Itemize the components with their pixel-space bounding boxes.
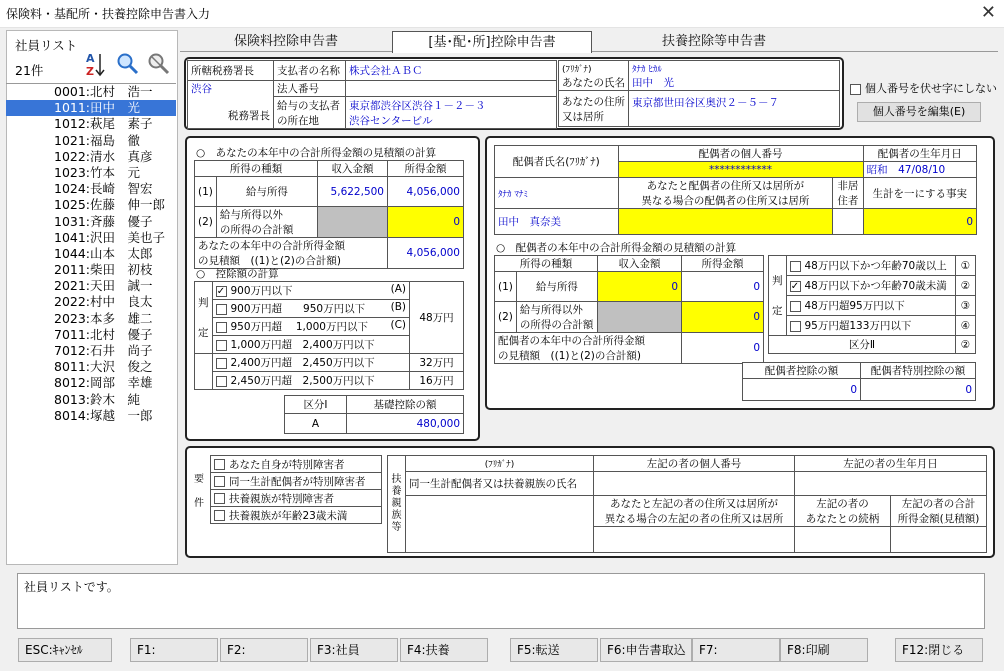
payer-addr-label2: の所在地 <box>277 114 319 127</box>
judge-1: 判 <box>198 296 209 309</box>
close-icon[interactable]: ✕ <box>980 2 996 23</box>
self-income-table <box>194 160 464 269</box>
judge-blank <box>195 354 213 390</box>
deduction-row-text: 2,400万円超 2,450万円以下 <box>230 357 375 369</box>
judge-2: 定 <box>198 326 209 339</box>
employee-info-table <box>558 60 840 127</box>
deduction-checkbox[interactable] <box>216 340 227 351</box>
employee-list-item[interactable]: 8014:塚越 一郎 <box>54 407 153 423</box>
employee-list-item[interactable]: 2023:本多 雄二 <box>54 310 153 326</box>
employee-list-item[interactable]: 8013:鈴木 純 <box>54 391 141 407</box>
r2-income-disabled <box>318 207 388 238</box>
r1-label: 給与所得 <box>216 177 317 207</box>
deduction-row-text: 900万円超 950万円以下 <box>230 303 366 315</box>
spouse-mynumber[interactable]: ************ <box>618 162 863 178</box>
spouse-deduction-table <box>742 362 976 401</box>
deduction-row[interactable] <box>212 318 410 336</box>
spouse-birth-label: 配偶者の生年月日 <box>863 146 976 162</box>
sp-col-type: 所得の種類 <box>495 256 598 272</box>
employee-list-item[interactable]: 1023:竹本 元 <box>54 164 141 180</box>
payer-addr-label1: 給与の支払者 <box>277 99 340 112</box>
deduction-row-tag: (C) <box>390 319 406 331</box>
corp-no-label: 法人番号 <box>274 81 346 97</box>
amount-16: 16万円 <box>410 372 464 390</box>
spouse-judge-no: ② <box>956 276 976 296</box>
spouse-other-amount[interactable]: 0 <box>682 302 764 333</box>
svg-text:A: A <box>86 52 95 65</box>
col-type: 所得の種類 <box>195 161 318 177</box>
r2-no: (2) <box>195 207 217 238</box>
sp-r1-no: (1) <box>495 272 517 302</box>
sp-r1-label: 給与所得 <box>516 272 597 302</box>
req-ken: 件 <box>194 498 204 509</box>
dep-birth-label: 左記の者の生年月日 <box>795 456 987 472</box>
message-box: 社員リストです。 <box>17 573 985 629</box>
sp-judge-1: 判 <box>772 274 783 287</box>
requirement-checkbox[interactable] <box>214 459 225 470</box>
spouse-birth[interactable]: 47/08/10 <box>898 164 946 176</box>
dep-rel-label2: あなたとの続柄 <box>805 513 880 525</box>
employee-list-item[interactable]: 1022:清水 真彦 <box>54 148 153 164</box>
sp-r2-income-disabled <box>598 302 682 333</box>
fkey-button[interactable]: F7: <box>692 638 780 662</box>
self-other-amount[interactable]: 0 <box>388 207 464 238</box>
basic-deduction: 480,000 <box>347 414 464 434</box>
sp-total-label1: 配偶者の本年中の合計所得金額 <box>498 335 645 347</box>
dep-inc-label1: 左記の者の合計 <box>901 498 976 510</box>
deduction-row-text: 1,000万円超 2,400万円以下 <box>230 339 375 351</box>
sp-total-label2: の見積額 ((1)と(2)の合計額) <box>498 350 641 362</box>
svg-text:Z: Z <box>86 65 94 78</box>
sort-az-icon[interactable] <box>84 50 106 78</box>
basic-label: 基礎控除の額 <box>347 396 464 414</box>
spouse-judge-checkbox[interactable] <box>790 321 801 332</box>
spouse-judge-row[interactable] <box>786 296 956 316</box>
spouse-judge-text: 48万円以下かつ年齢70歳未満 <box>804 280 947 292</box>
sp-col-amount: 所得金額 <box>682 256 764 272</box>
spouse-support[interactable]: 0 <box>863 209 976 235</box>
employee-kana: ﾀﾅｶ ﾋｶﾙ <box>632 64 662 75</box>
sidebar-header: 社員リスト <box>15 38 78 53</box>
requirement-text: あなた自身が特別障害者 <box>229 458 345 471</box>
requirement-item[interactable] <box>211 456 382 473</box>
deduction-checkbox[interactable] <box>216 304 227 315</box>
employee-list[interactable] <box>6 83 176 563</box>
name-label: あなたの氏名 <box>562 76 625 89</box>
hide-mynumber-box[interactable] <box>850 84 861 95</box>
employee-list-item[interactable]: 8012:岡部 幸雄 <box>54 375 153 391</box>
hide-mynumber-label: 個人番号を伏せ字にしない <box>865 82 997 95</box>
spouse-judge-row[interactable] <box>786 256 956 276</box>
fkey-button[interactable]: F3:社員 <box>310 638 398 662</box>
requirement-checkbox[interactable] <box>214 493 225 504</box>
dep-kana-label: (ﾌﾘｶﾞﾅ) <box>406 456 594 472</box>
sp-addr-label1: あなたと配偶者の住所又は居所が <box>646 180 805 192</box>
payer-addr2[interactable]: 渋谷センタービル <box>349 114 433 127</box>
spouse-addr[interactable] <box>618 209 833 235</box>
payer-name[interactable]: 株式会社ＡＢＣ <box>346 61 557 81</box>
corp-no[interactable] <box>346 81 557 97</box>
judge-label <box>195 282 213 354</box>
employee-list-item[interactable]: 1021:福島 徹 <box>54 132 141 148</box>
deduction-checkbox[interactable] <box>216 376 227 387</box>
r2-label1: 給与所得以外 <box>219 209 283 221</box>
kubun-label: 区分Ⅰ <box>285 396 347 414</box>
tax-office-label: 所轄税務署長 <box>188 61 274 81</box>
deduction-title: ○ 控除額の計算 <box>196 268 279 280</box>
employee-list-item[interactable]: 1031:斉藤 優子 <box>54 213 153 229</box>
spouse-judge-checkbox[interactable] <box>790 301 801 312</box>
sp-r2-no: (2) <box>495 302 517 333</box>
deduction-row-text: 2,450万円超 2,500万円以下 <box>230 375 375 387</box>
dependents-table <box>387 455 987 553</box>
fkey-button[interactable]: F1: <box>130 638 218 662</box>
spouse-judge-table <box>768 255 976 354</box>
requirements-table <box>210 455 382 524</box>
sp-judge-label <box>769 256 787 336</box>
window-title: 保険料・基配所・扶養控除申告書入力 <box>6 7 211 21</box>
fkey-button[interactable]: F12:閉じる <box>895 638 983 662</box>
spouse-judge-row[interactable] <box>786 316 956 336</box>
deduction-row[interactable] <box>212 354 410 372</box>
spouse-total-amount: 0 <box>682 333 764 364</box>
dep-addr-label2: 異なる場合の左記の者の住所又は居所 <box>604 513 784 525</box>
req-yo: 要 <box>194 474 204 485</box>
employee-list-item[interactable]: 7012:石井 尚子 <box>54 343 153 358</box>
deduction-row[interactable] <box>212 372 410 390</box>
spouse-judge-row[interactable] <box>786 276 956 296</box>
total-label1: あなたの本年中の合計所得金額 <box>198 240 345 252</box>
dep-income[interactable] <box>891 527 987 553</box>
requirement-text: 扶養親族が特別障害者 <box>229 492 334 505</box>
deduction-row-tag: (A) <box>390 283 406 295</box>
requirement-item[interactable] <box>211 473 382 490</box>
fkey-button[interactable]: F6:申告書取込 <box>600 638 692 662</box>
employee-list-item[interactable]: 7011:北村 優子 <box>54 326 153 342</box>
employee-name: 田中 光 <box>632 76 674 89</box>
dep-addr[interactable] <box>594 527 795 553</box>
kubun2-value: ② <box>956 336 976 354</box>
spouse-table <box>494 145 977 235</box>
dep-inc-label2: 所得金額(見積額) <box>897 513 980 525</box>
spouse-name[interactable]: 田中 真奈美 <box>495 209 619 235</box>
search-icon[interactable] <box>116 52 140 76</box>
deduction-table <box>194 281 464 390</box>
r2-label2: の所得の合計額 <box>219 224 294 236</box>
requirement-checkbox[interactable] <box>214 476 225 487</box>
spouse-judge-text: 48万円超95万円以下 <box>804 300 905 312</box>
kubun2-label: 区分Ⅱ <box>848 339 876 351</box>
dep-mynumber[interactable] <box>594 472 795 496</box>
spouse-income-table <box>494 255 764 364</box>
support-label: 生計を一にする事実 <box>863 178 976 209</box>
tax-office[interactable]: 渋谷 <box>191 83 212 95</box>
dep-birth[interactable] <box>795 472 987 496</box>
search-clear-icon[interactable] <box>147 52 171 76</box>
spouse-name-label: 配偶者氏名(ﾌﾘｶﾞﾅ) <box>495 146 619 178</box>
spouse-judge-no: ① <box>956 256 976 276</box>
employee-list-item[interactable]: 1011:田中 光 <box>6 100 176 116</box>
fkey-button[interactable]: F2: <box>220 638 308 662</box>
deduction-checkbox[interactable]: ✓ <box>216 285 226 297</box>
requirement-item[interactable] <box>211 490 382 507</box>
deduction-row-text: 950万円超 1,000万円以下 <box>230 321 368 333</box>
self-income-title: ○ あなたの本年中の合計所得金額の見積額の計算 <box>196 147 437 159</box>
sp-sp-ded-label: 配偶者特別控除の額 <box>861 363 976 379</box>
dep-name[interactable] <box>406 496 594 553</box>
tab-insurance[interactable]: 保険料控除申告書 <box>233 34 338 49</box>
deduction-row-text: 900万円以下 <box>230 285 293 297</box>
tab-dependents[interactable]: 扶養控除等申告書 <box>661 34 766 49</box>
fkey-button[interactable]: ESC:ｷｬﾝｾﾙ <box>18 638 112 662</box>
employee-list-item[interactable]: 1025:佐藤 伸一郎 <box>54 197 166 213</box>
spouse-judge-checkbox[interactable]: ✓ <box>790 280 800 292</box>
spouse-nonresident[interactable] <box>833 209 863 235</box>
sp-addr-label2: 異なる場合の配偶者の住所又は居所 <box>641 195 810 207</box>
requirement-checkbox[interactable] <box>214 510 225 521</box>
sp-judge-2: 定 <box>772 304 783 317</box>
employee-list-item[interactable]: 1024:長崎 智宏 <box>54 181 153 197</box>
hide-mynumber-checkbox[interactable] <box>850 80 997 96</box>
basic-deduction-table <box>284 395 464 434</box>
kubun2-cell <box>769 336 956 354</box>
sp-col-income: 収入金額 <box>598 256 682 272</box>
addr-label1: あなたの住所 <box>562 95 625 108</box>
employee-list-item[interactable]: 1041:沢田 美也子 <box>54 229 166 245</box>
requirement-text: 扶養親族が年齢23歳未満 <box>229 509 348 522</box>
r1-no: (1) <box>195 177 217 207</box>
dep-addr-label1: あなたと左記の者の住所又は居所が <box>610 498 778 510</box>
spouse-judge-no: ③ <box>956 296 976 316</box>
col-income: 収入金額 <box>318 161 388 177</box>
employee-addr: 東京都世田谷区奥沢２－５－７ <box>629 91 840 127</box>
deduction-row[interactable] <box>212 336 410 354</box>
deduction-row[interactable] <box>212 300 410 318</box>
requirement-item[interactable] <box>211 507 382 524</box>
spouse-judge-text: 48万円以下かつ年齢70歳以上 <box>804 260 947 272</box>
tab-basic-spouse[interactable]: [基･配･所]控除申告書 <box>392 31 592 53</box>
payer-name-label: 支払者の名称 <box>274 61 346 81</box>
requirement-text: 同一生計配偶者が特別障害者 <box>229 475 366 488</box>
employee-list-item[interactable]: 0001:北村 浩一 <box>54 84 153 99</box>
fkey-button[interactable]: F5:転送 <box>510 638 598 662</box>
spouse-salary-income[interactable]: 0 <box>598 272 682 302</box>
employee-list-item[interactable]: 2021:天田 誠一 <box>54 278 153 294</box>
dep-name-label: 同一生計配偶者又は扶養親族の氏名 <box>406 472 594 496</box>
nonres-label2: 住者 <box>837 195 859 207</box>
spouse-salary-amount: 0 <box>682 272 764 302</box>
self-salary-income[interactable]: 5,622,500 <box>318 177 388 207</box>
deduction-row-tag: (B) <box>390 301 406 313</box>
employee-list-item[interactable]: 1044:山本 太郎 <box>54 245 153 261</box>
fkey-button[interactable]: F4:扶養 <box>400 638 488 662</box>
amount-48: 48万円 <box>410 282 464 354</box>
kana-label: (ﾌﾘｶﾞﾅ) <box>562 64 592 75</box>
tax-office-suffix: 税務署長 <box>228 110 270 122</box>
employee-list-item[interactable]: 2011:柴田 初枝 <box>54 262 153 278</box>
employee-list-item[interactable]: 1012:萩尾 素子 <box>54 116 153 132</box>
edit-mynumber-button[interactable]: 個人番号を編集(E) <box>857 102 981 122</box>
sp-ded-label: 配偶者控除の額 <box>743 363 861 379</box>
fuyo-label: 扶養親族等 <box>388 456 406 553</box>
amount-32: 32万円 <box>410 354 464 372</box>
dep-mynumber-label: 左記の者の個人番号 <box>594 456 795 472</box>
payer-table <box>187 60 557 129</box>
sp-r2-label1: 給与所得以外 <box>519 304 583 316</box>
spouse-income-title: ○ 配偶者の本年中の合計所得金額の見積額の計算 <box>496 242 737 254</box>
deduction-checkbox[interactable] <box>216 322 227 333</box>
spouse-judge-text: 95万円超133万円以下 <box>804 320 912 332</box>
self-salary-amount: 4,056,000 <box>388 177 464 207</box>
spouse-kana[interactable]: ﾀﾅｶ ﾏﾅﾐ <box>495 178 619 209</box>
sp-r2-label2: の所得の合計額 <box>519 319 594 331</box>
title-bar <box>0 0 1004 28</box>
spouse-judge-checkbox[interactable] <box>790 261 801 272</box>
employee-list-item[interactable]: 2022:村中 良太 <box>54 294 153 310</box>
nonres-label1: 非居 <box>837 180 859 192</box>
deduction-row[interactable] <box>212 282 410 300</box>
spouse-judge-no: ④ <box>956 316 976 336</box>
payer-addr1[interactable]: 東京都渋谷区渋谷１－２－３ <box>349 99 486 112</box>
dep-rel-label1: 左記の者の <box>816 498 869 510</box>
spouse-deduction: 0 <box>743 379 861 401</box>
kubun-value: A <box>285 414 347 434</box>
dep-relation[interactable] <box>795 527 891 553</box>
deduction-checkbox[interactable] <box>216 358 227 369</box>
employee-count: 21件 <box>15 63 44 78</box>
spouse-mynumber-label: 配偶者の個人番号 <box>618 146 863 162</box>
addr-label2: 又は居所 <box>562 110 604 123</box>
spouse-special-deduction: 0 <box>861 379 976 401</box>
total-label2: の見積額 ((1)と(2)の合計額) <box>198 255 341 267</box>
self-total-amount: 4,056,000 <box>388 238 464 269</box>
birth-era: 昭和 <box>866 164 888 176</box>
fkey-button[interactable]: F8:印刷 <box>780 638 868 662</box>
employee-list-item[interactable]: 8011:大沢 俊之 <box>54 359 153 375</box>
col-amount: 所得金額 <box>388 161 464 177</box>
